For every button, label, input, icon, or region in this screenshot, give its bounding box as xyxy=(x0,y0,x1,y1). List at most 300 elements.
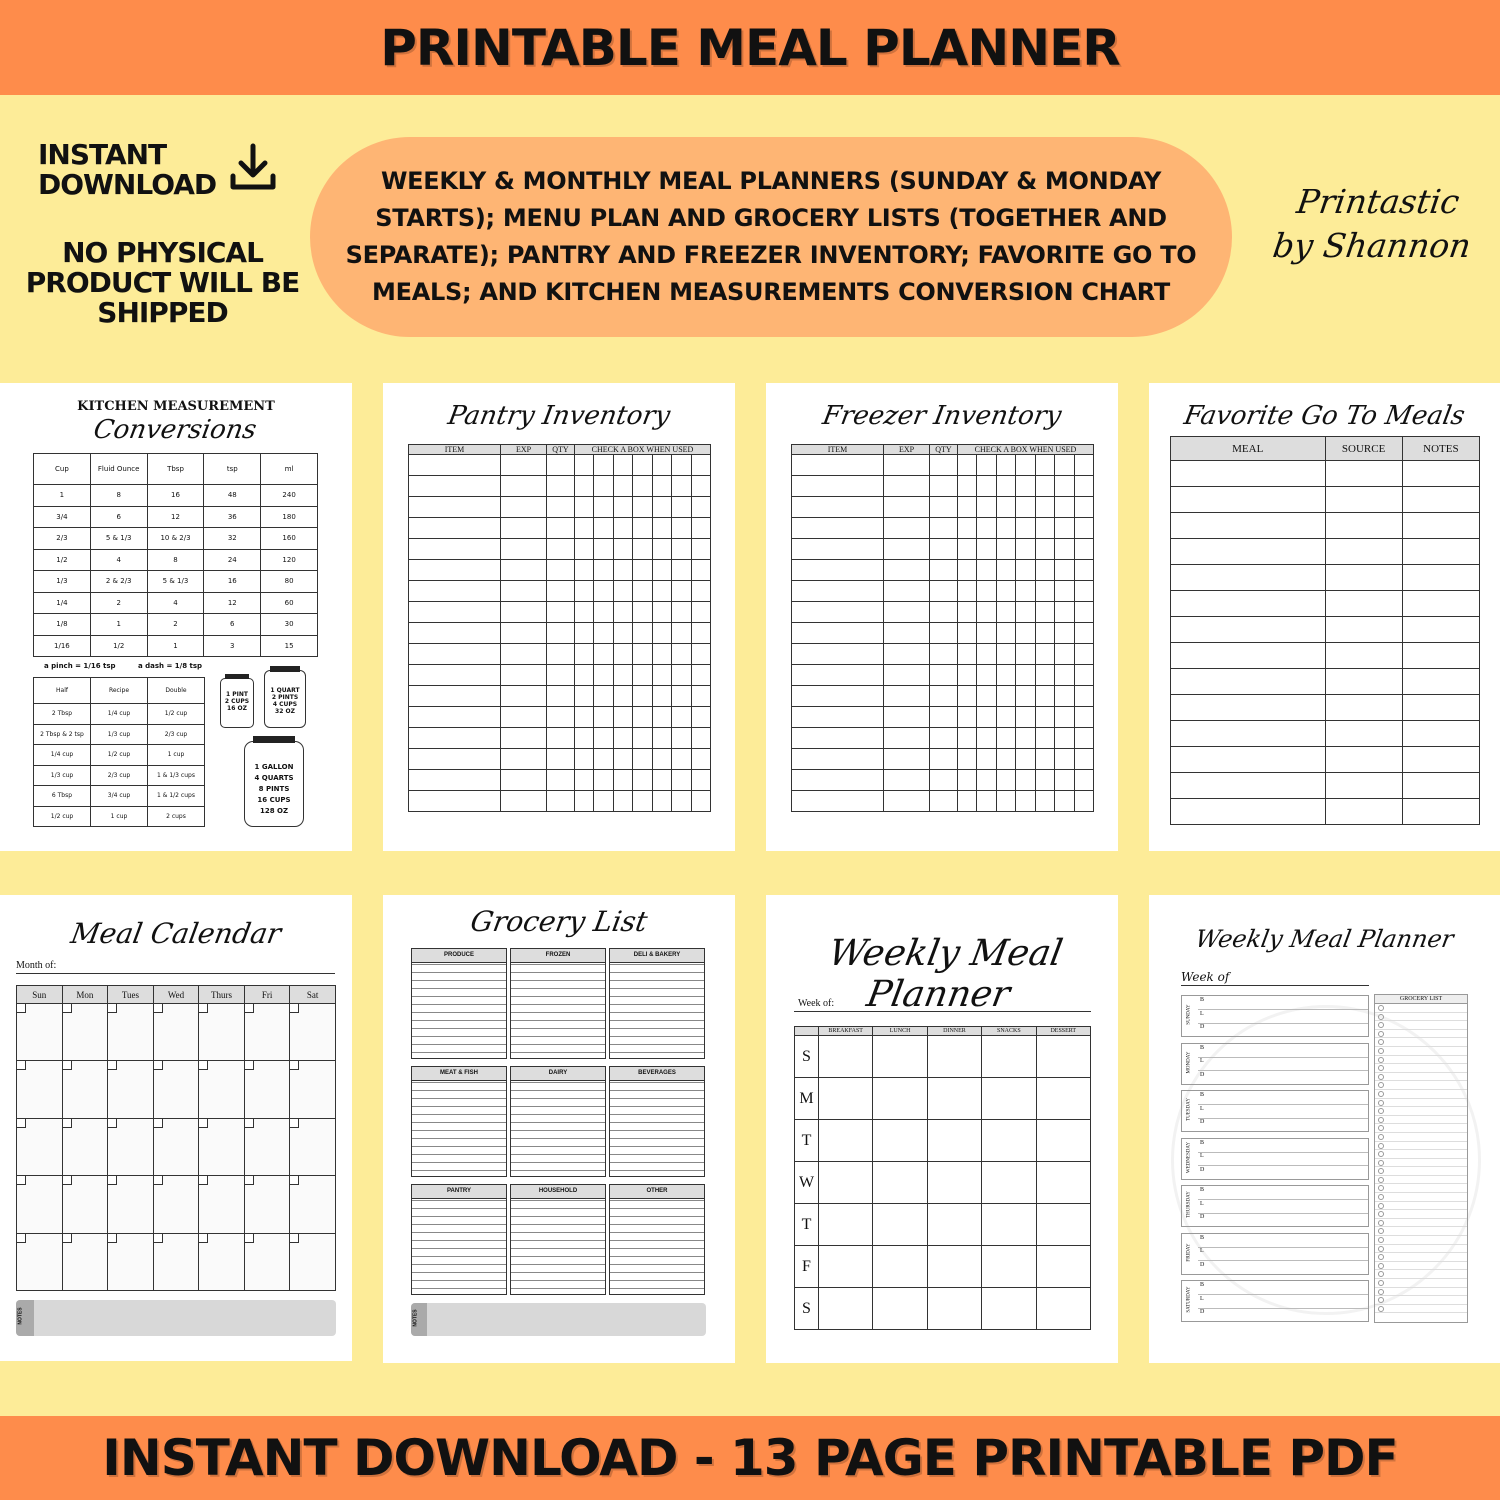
grocery-section-label: MEAT & FISH xyxy=(412,1067,506,1081)
weekly2-grocery-box xyxy=(1374,994,1468,1323)
inventory-header: QTY xyxy=(547,445,575,455)
jar-label: 1 QUART xyxy=(270,687,300,694)
weekly2-day-block xyxy=(1181,995,1369,1037)
table-row xyxy=(409,728,711,749)
grocery-checkbox xyxy=(1375,1038,1467,1047)
recipe-scaling-table xyxy=(33,677,205,827)
grocery-checkbox xyxy=(1375,1245,1467,1254)
scaling-cell: 1 & 1/3 cups xyxy=(148,765,205,786)
weekly2-meal-row: D xyxy=(1200,1166,1205,1173)
table-row xyxy=(792,581,1094,602)
calendar-cell xyxy=(153,1176,199,1233)
table-row xyxy=(795,1036,1091,1078)
footer-text: INSTANT DOWNLOAD - 13 PAGE PRINTABLE PDF xyxy=(102,1429,1398,1487)
jar-label: 16 OZ xyxy=(227,705,247,712)
grocery-checkbox xyxy=(1375,1193,1467,1202)
weekly2-meal-row: D xyxy=(1200,1071,1205,1078)
calendar-day-header: Wed xyxy=(153,986,199,1004)
grocery-checkbox xyxy=(1375,1176,1467,1185)
scaling-cell: 3/4 cup xyxy=(91,786,148,807)
grocery-section-label: HOUSEHOLD xyxy=(511,1185,605,1199)
inventory-header: ITEM xyxy=(409,445,501,455)
pinch-note: a pinch = 1/16 tsp xyxy=(44,662,116,670)
calendar-cell xyxy=(108,1061,154,1118)
page-title: PRINTABLE MEAL PLANNER xyxy=(380,18,1120,77)
conversion-cell: 6 xyxy=(90,506,147,528)
kitchen-conversion-page xyxy=(0,383,352,851)
grocery-list-page xyxy=(383,895,735,1363)
conversion-cell: 3/4 xyxy=(34,506,91,528)
grocery-checkbox xyxy=(1375,1056,1467,1065)
table-row xyxy=(34,614,318,636)
calendar-day-header: Mon xyxy=(62,986,108,1004)
jar-label: 4 CUPS xyxy=(272,701,298,708)
grocery-section xyxy=(510,1184,606,1295)
jar-label: 2 CUPS xyxy=(224,698,250,705)
grocery-section xyxy=(510,1066,606,1177)
weekly-planner-page-list xyxy=(1149,895,1500,1363)
grocery-checkbox xyxy=(1375,1279,1467,1288)
calendar-cell xyxy=(199,1176,245,1233)
table-row xyxy=(1171,617,1480,643)
table-row xyxy=(409,560,711,581)
weekly2-grocery-label: GROCERY LIST xyxy=(1375,995,1467,1004)
conversion-cell: 30 xyxy=(261,614,318,636)
weekly1-day-label: F xyxy=(795,1246,819,1288)
grocery-checkbox xyxy=(1375,1296,1467,1305)
weekly1-day-label: S xyxy=(795,1288,819,1330)
grocery-title: Grocery List xyxy=(468,905,650,938)
inventory-header: EXP xyxy=(501,445,547,455)
favorite-header: MEAL xyxy=(1171,437,1326,461)
conversion-cell: 240 xyxy=(261,485,318,507)
top-banner xyxy=(0,0,1500,95)
meal-calendar-page xyxy=(0,895,352,1361)
favorite-meals-page xyxy=(1149,383,1500,851)
weekly2-meal-row: L xyxy=(1198,1106,1368,1119)
table-row xyxy=(409,518,711,539)
table-row xyxy=(795,1078,1091,1120)
grocery-section-label: OTHER xyxy=(610,1185,704,1199)
weekly1-column-header: BREAKFAST xyxy=(819,1027,873,1036)
table-row xyxy=(409,665,711,686)
weekly2-day-label: TUESDAY xyxy=(1186,1098,1192,1121)
download-arrow-icon xyxy=(228,142,278,194)
weekly2-day-block xyxy=(1181,1090,1369,1132)
calendar-title: Meal Calendar xyxy=(68,917,284,950)
table-row xyxy=(792,665,1094,686)
jar-label: 1 GALLON xyxy=(254,763,294,771)
conversion-cell: 8 xyxy=(90,485,147,507)
conversion-cell: 36 xyxy=(204,506,261,528)
conversion-cell: 2 xyxy=(147,614,204,636)
grocery-checkbox xyxy=(1375,1090,1467,1099)
table-row xyxy=(17,1176,336,1233)
calendar-cell xyxy=(62,1233,108,1290)
table-row xyxy=(34,571,318,593)
weekly1-day-label: T xyxy=(795,1204,819,1246)
conversion-cell: 32 xyxy=(204,528,261,550)
scaling-cell: 1/2 cup xyxy=(91,745,148,766)
conversion-cell: 10 & 2/3 xyxy=(147,528,204,550)
inventory-header: CHECK A BOX WHEN USED xyxy=(958,445,1094,455)
weekly2-day-block xyxy=(1181,1233,1369,1275)
conversion-cell: 2 & 2/3 xyxy=(90,571,147,593)
weekly2-meal-row: L xyxy=(1198,1248,1368,1261)
weekly1-column-header: SNACKS xyxy=(982,1027,1036,1036)
weekly2-day-label: MONDAY xyxy=(1186,1050,1192,1074)
jar-label: 1 PINT xyxy=(225,691,248,698)
weekly2-meal-row: B xyxy=(1198,1282,1368,1295)
grocery-section xyxy=(510,948,606,1059)
weekly2-day-label: THURSDAY xyxy=(1186,1191,1192,1218)
table-row xyxy=(34,704,205,725)
conversion-cell: 1 xyxy=(34,485,91,507)
scaling-cell: 2/3 cup xyxy=(148,724,205,745)
table-row xyxy=(17,1118,336,1175)
conversion-cell: 5 & 1/3 xyxy=(90,528,147,550)
table-row xyxy=(1171,643,1480,669)
weekly2-meal-row: B xyxy=(1198,1140,1368,1153)
calendar-cell xyxy=(290,1061,336,1118)
weekly1-week-label: Week of: xyxy=(798,998,835,1009)
weekly2-day-block xyxy=(1181,1138,1369,1180)
table-row xyxy=(792,728,1094,749)
conversion-cell: 12 xyxy=(204,592,261,614)
table-row xyxy=(792,686,1094,707)
grocery-checkbox xyxy=(1375,1013,1467,1022)
weekly1-column-header: LUNCH xyxy=(873,1027,927,1036)
table-row xyxy=(1171,461,1480,487)
scaling-header: Double xyxy=(148,678,205,704)
calendar-cell xyxy=(199,1004,245,1061)
weekly2-title: Weekly Meal Planner xyxy=(1193,925,1456,953)
no-physical-product-notice: NO PHYSICAL PRODUCT WILL BE SHIPPED xyxy=(25,236,300,329)
table-row xyxy=(34,592,318,614)
calendar-cell xyxy=(199,1233,245,1290)
weekly2-meal-row: D xyxy=(1200,1214,1205,1220)
weekly2-meal-row: L xyxy=(1198,1201,1368,1214)
table-row xyxy=(792,518,1094,539)
freezer-title: Freezer Inventory xyxy=(820,401,1064,431)
instant-download-badge xyxy=(38,140,283,200)
table-row xyxy=(792,644,1094,665)
grocery-section xyxy=(411,948,507,1059)
calendar-cell xyxy=(17,1004,63,1061)
conversion-cell: 4 xyxy=(147,592,204,614)
calendar-cell xyxy=(244,1118,290,1175)
month-label: Month of: xyxy=(16,960,57,971)
calendar-notes-label: NOTES xyxy=(17,1307,24,1325)
table-row xyxy=(792,560,1094,581)
grocery-checkbox xyxy=(1375,1219,1467,1228)
favorite-title: Favorite Go To Meals xyxy=(1181,401,1468,431)
grocery-checkbox xyxy=(1375,1073,1467,1082)
table-row xyxy=(1171,539,1480,565)
calendar-cell xyxy=(108,1233,154,1290)
calendar-cell xyxy=(17,1233,63,1290)
calendar-cell xyxy=(290,1004,336,1061)
table-row xyxy=(34,528,318,550)
calendar-cell xyxy=(244,1004,290,1061)
weekly2-meal-row: L xyxy=(1198,1153,1368,1166)
favorite-header: NOTES xyxy=(1402,437,1479,461)
scaling-cell: 1 cup xyxy=(148,745,205,766)
table-row xyxy=(1171,721,1480,747)
conversion-cell: 48 xyxy=(204,485,261,507)
table-row xyxy=(34,745,205,766)
weekly1-day-label: T xyxy=(795,1120,819,1162)
calendar-grid xyxy=(16,985,336,1291)
conversion-cell: 12 xyxy=(147,506,204,528)
grocery-checkbox xyxy=(1375,1107,1467,1116)
weekly1-grid xyxy=(794,1026,1091,1330)
conversion-header: Fluid Ounce xyxy=(90,454,147,485)
weekly2-meal-row: B xyxy=(1198,1045,1368,1058)
grocery-section-label: PANTRY xyxy=(412,1185,506,1199)
conversion-cell: 1/3 xyxy=(34,571,91,593)
conversion-cell: 2/3 xyxy=(34,528,91,550)
table-row xyxy=(409,476,711,497)
calendar-cell xyxy=(17,1176,63,1233)
conversion-header: Tbsp xyxy=(147,454,204,485)
weekly2-meal-row: D xyxy=(1200,1024,1205,1030)
weekly1-column-header: DESSERT xyxy=(1036,1027,1090,1036)
calendar-cell xyxy=(244,1176,290,1233)
calendar-cell xyxy=(62,1061,108,1118)
grocery-section xyxy=(609,1066,705,1177)
table-row xyxy=(1171,513,1480,539)
weekly2-meal-row: L xyxy=(1198,1296,1368,1309)
table-row xyxy=(795,1204,1091,1246)
conversion-cell: 1 xyxy=(90,614,147,636)
conversion-cell: 16 xyxy=(204,571,261,593)
calendar-cell xyxy=(153,1233,199,1290)
grocery-checkbox xyxy=(1375,1227,1467,1236)
weekly2-day-block xyxy=(1181,1280,1369,1322)
jar-label: 4 QUARTS xyxy=(254,774,294,782)
table-row xyxy=(409,497,711,518)
table-row xyxy=(792,455,1094,476)
table-row xyxy=(1171,591,1480,617)
table-row xyxy=(34,549,318,571)
table-row xyxy=(795,1162,1091,1204)
conversion-cell: 1/16 xyxy=(34,635,91,657)
grocery-notes-label: NOTES xyxy=(412,1309,419,1327)
table-row xyxy=(17,1233,336,1290)
table-row xyxy=(795,1246,1091,1288)
grocery-checkbox xyxy=(1375,1124,1467,1133)
weekly-planner-page-grid xyxy=(766,895,1118,1363)
kitchen-subtitle: Conversions xyxy=(91,415,259,445)
table-row xyxy=(792,623,1094,644)
table-row xyxy=(409,686,711,707)
conversion-cell: 1/8 xyxy=(34,614,91,636)
calendar-day-header: Sat xyxy=(290,986,336,1004)
conversion-cell: 6 xyxy=(204,614,261,636)
conversion-cell: 1/4 xyxy=(34,592,91,614)
table-row xyxy=(1171,487,1480,513)
conversion-cell: 120 xyxy=(261,549,318,571)
weekly2-meal-row: B xyxy=(1198,997,1368,1010)
grocery-checkbox xyxy=(1375,1150,1467,1159)
conversion-cell: 160 xyxy=(261,528,318,550)
conversion-cell: 5 & 1/3 xyxy=(147,571,204,593)
table-row xyxy=(409,749,711,770)
table-row xyxy=(409,770,711,791)
conversion-cell: 24 xyxy=(204,549,261,571)
grocery-section-label: BEVERAGES xyxy=(610,1067,704,1081)
scaling-cell: 1/4 cup xyxy=(91,704,148,725)
brand-logo xyxy=(1269,180,1481,268)
calendar-cell xyxy=(108,1118,154,1175)
scaling-cell: 1/3 cup xyxy=(91,724,148,745)
grocery-checkbox xyxy=(1375,1253,1467,1262)
table-row xyxy=(409,539,711,560)
jar-label: 16 CUPS xyxy=(257,796,291,804)
grocery-checkbox xyxy=(1375,1099,1467,1108)
jar-quart xyxy=(264,670,306,728)
inventory-header: ITEM xyxy=(792,445,884,455)
grocery-checkbox xyxy=(1375,1288,1467,1297)
weekly1-day-label: W xyxy=(795,1162,819,1204)
conversion-header: ml xyxy=(261,454,318,485)
grocery-checkbox xyxy=(1375,1262,1467,1271)
pantry-table xyxy=(408,444,711,812)
scaling-cell: 2 Tbsp & 2 tsp xyxy=(34,724,91,745)
table-row xyxy=(34,765,205,786)
grocery-checkbox xyxy=(1375,1133,1467,1142)
grocery-checkbox xyxy=(1375,1047,1467,1056)
grocery-checkbox xyxy=(1375,1210,1467,1219)
grocery-checkbox xyxy=(1375,1270,1467,1279)
freezer-table xyxy=(791,444,1094,812)
conversion-cell: 8 xyxy=(147,549,204,571)
grocery-checkbox xyxy=(1375,1081,1467,1090)
table-row xyxy=(795,1288,1091,1330)
conversion-cell: 180 xyxy=(261,506,318,528)
scaling-header: Half xyxy=(34,678,91,704)
calendar-cell xyxy=(153,1061,199,1118)
weekly2-meal-row: D xyxy=(1200,1119,1205,1125)
grocery-section xyxy=(609,948,705,1059)
weekly2-meal-row: D xyxy=(1200,1261,1205,1268)
table-row xyxy=(409,707,711,728)
calendar-day-header: Fri xyxy=(244,986,290,1004)
conversion-cell: 15 xyxy=(261,635,318,657)
weekly1-day-label: M xyxy=(795,1078,819,1120)
freezer-inventory-page xyxy=(766,383,1118,851)
table-row xyxy=(1171,747,1480,773)
calendar-day-header: Sun xyxy=(17,986,63,1004)
conversion-table xyxy=(33,453,318,657)
grocery-section xyxy=(609,1184,705,1295)
table-row xyxy=(34,506,318,528)
conversion-cell: 1/2 xyxy=(90,635,147,657)
weekly2-week-label: Week of xyxy=(1181,970,1230,984)
calendar-cell xyxy=(153,1118,199,1175)
table-row xyxy=(34,806,205,827)
table-row xyxy=(34,786,205,807)
calendar-cell xyxy=(17,1061,63,1118)
brand-line2: by Shannon xyxy=(1270,226,1474,265)
table-row xyxy=(409,581,711,602)
weekly2-meal-row: B xyxy=(1198,1187,1368,1200)
grocery-checkbox xyxy=(1375,1184,1467,1193)
weekly2-day-block xyxy=(1181,1185,1369,1227)
calendar-cell xyxy=(199,1061,245,1118)
calendar-cell xyxy=(62,1004,108,1061)
jar-label: 128 OZ xyxy=(259,807,289,815)
grocery-section xyxy=(411,1066,507,1177)
jar-gallon xyxy=(244,741,304,827)
weekly2-meal-row: B xyxy=(1198,1235,1368,1248)
weekly2-day-label: FRIDAY xyxy=(1186,1242,1192,1262)
grocery-checkbox xyxy=(1375,1004,1467,1013)
conversion-header: tsp xyxy=(204,454,261,485)
calendar-day-header: Thurs xyxy=(199,986,245,1004)
weekly2-day-block xyxy=(1181,1043,1369,1085)
table-row xyxy=(792,476,1094,497)
table-row xyxy=(409,602,711,623)
table-row xyxy=(17,1061,336,1118)
calendar-cell xyxy=(153,1004,199,1061)
calendar-day-header: Tues xyxy=(108,986,154,1004)
scaling-cell: 6 Tbsp xyxy=(34,786,91,807)
inventory-header: CHECK A BOX WHEN USED xyxy=(575,445,711,455)
jar-label: 32 OZ xyxy=(275,708,295,715)
calendar-cell xyxy=(17,1118,63,1175)
grocery-section-label: DAIRY xyxy=(511,1067,605,1081)
calendar-cell xyxy=(244,1233,290,1290)
table-row xyxy=(34,724,205,745)
calendar-cell xyxy=(290,1176,336,1233)
grocery-checkbox xyxy=(1375,1030,1467,1039)
weekly2-meal-row: D xyxy=(1200,1309,1205,1315)
grocery-checkbox xyxy=(1375,1021,1467,1030)
weekly1-day-label: S xyxy=(795,1036,819,1078)
calendar-cell xyxy=(290,1118,336,1175)
table-row xyxy=(1171,695,1480,721)
table-row xyxy=(409,791,711,812)
calendar-cell xyxy=(244,1061,290,1118)
grocery-section-label: DELI & BAKERY xyxy=(610,949,704,963)
conversion-header: Cup xyxy=(34,454,91,485)
conversion-cell: 60 xyxy=(261,592,318,614)
table-row xyxy=(792,770,1094,791)
table-row xyxy=(792,791,1094,812)
calendar-cell xyxy=(290,1233,336,1290)
calendar-notes-box xyxy=(16,1300,336,1336)
pantry-inventory-page xyxy=(383,383,735,851)
table-row xyxy=(792,539,1094,560)
grocery-checkbox xyxy=(1375,1236,1467,1245)
dash-note: a dash = 1/8 tsp xyxy=(138,662,203,670)
grocery-checkbox xyxy=(1375,1142,1467,1151)
conversion-cell: 2 xyxy=(90,592,147,614)
table-row xyxy=(409,455,711,476)
favorite-header: SOURCE xyxy=(1325,437,1402,461)
scaling-cell: 1/2 cup xyxy=(148,704,205,725)
favorite-meals-table xyxy=(1170,436,1480,825)
conversion-cell: 80 xyxy=(261,571,318,593)
instant-line2: DOWNLOAD xyxy=(38,168,217,201)
scaling-cell: 1 & 1/2 cups xyxy=(148,786,205,807)
table-row xyxy=(409,644,711,665)
weekly1-title: Weekly Meal Planner xyxy=(825,933,1066,1015)
weekly2-meal-row: L xyxy=(1198,1058,1368,1071)
pantry-title: Pantry Inventory xyxy=(445,401,673,431)
